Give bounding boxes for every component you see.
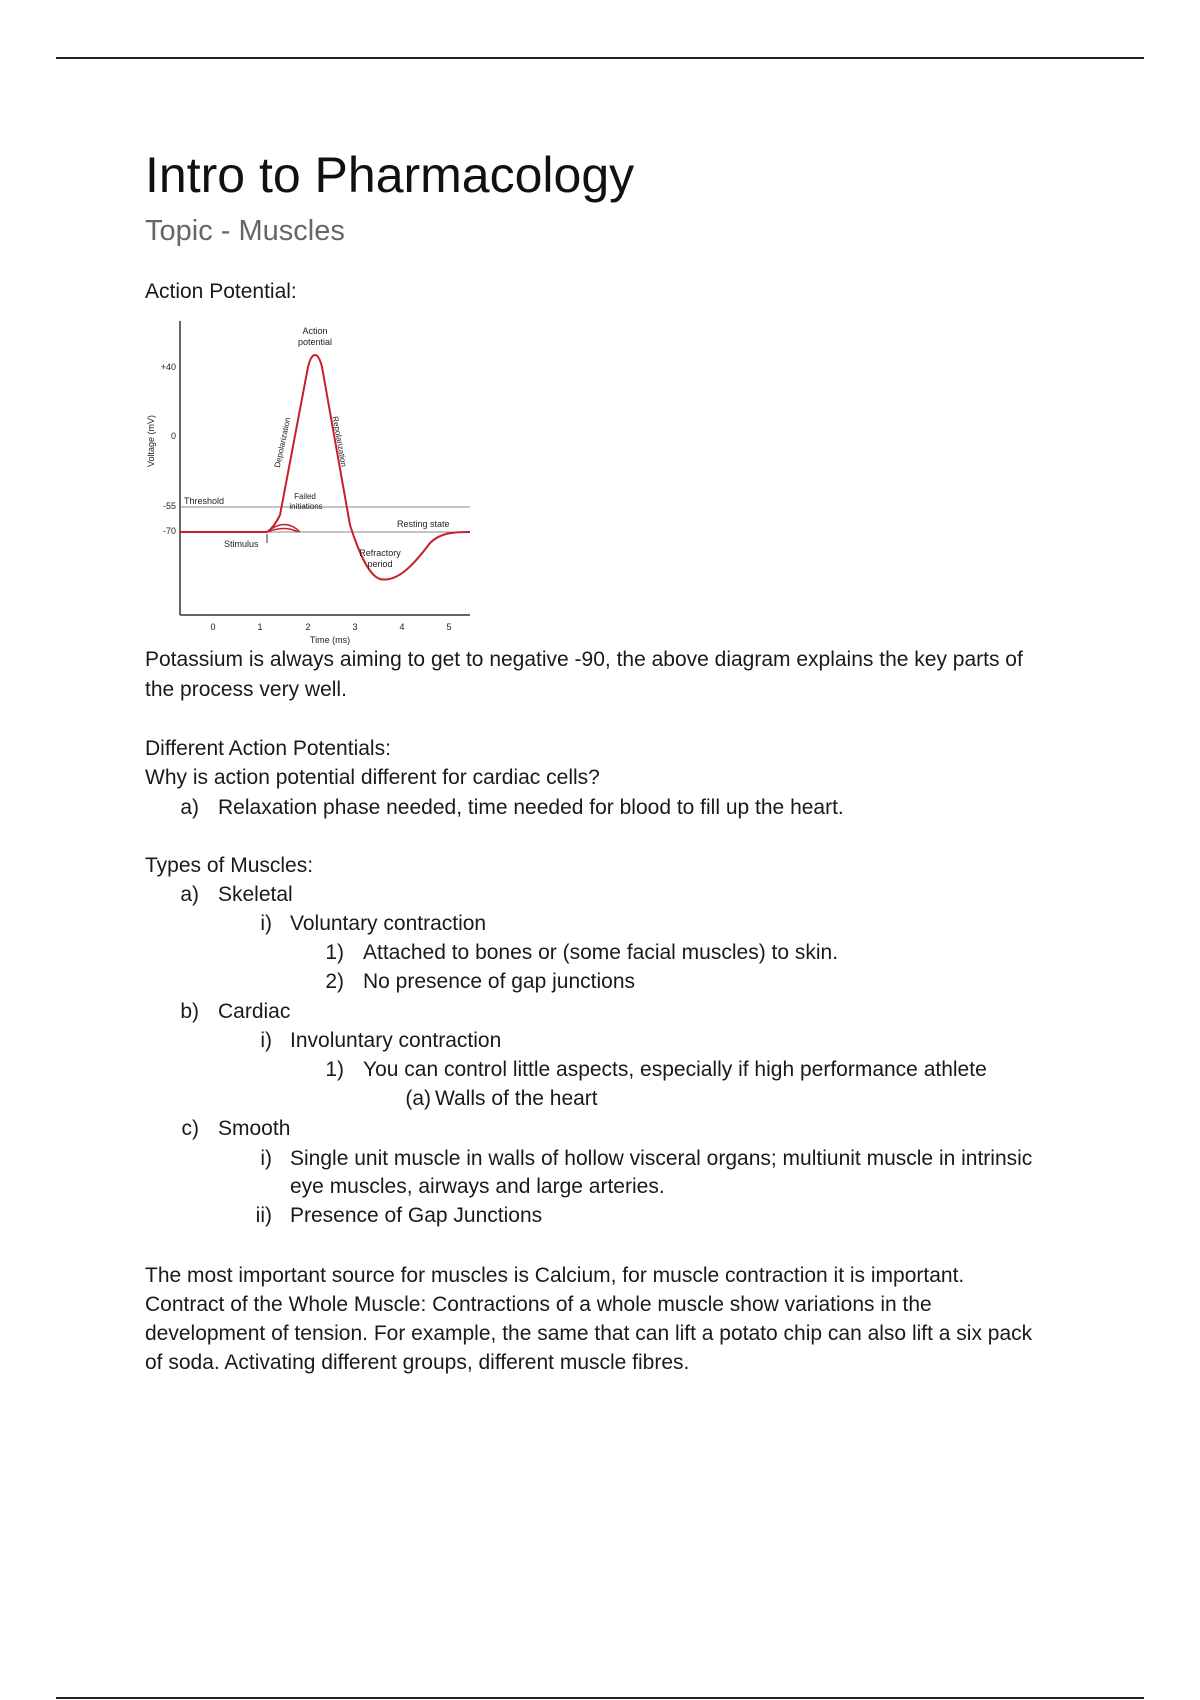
list-marker: a) bbox=[180, 883, 199, 906]
list-item-text: Relaxation phase needed, time needed for blood to fill up the heart. bbox=[218, 796, 844, 819]
action-potential-diagram bbox=[140, 315, 485, 645]
list-item-text: You can control little aspects, especially if high performance athlete bbox=[363, 1058, 987, 1081]
y-tick-label: 0 bbox=[170, 431, 176, 441]
list-item-text: Voluntary contraction bbox=[290, 912, 487, 935]
closing-line: development of tension. For example, the same that can lift a potato chip can also lift a six pack bbox=[145, 1322, 1033, 1345]
refractory-label: period bbox=[367, 559, 393, 569]
x-axis-label: Time (ms) bbox=[309, 635, 351, 645]
closing-line: Contract of the Whole Muscle: Contractions of a whole muscle show variations in the bbox=[145, 1293, 932, 1316]
list-item-text: Smooth bbox=[218, 1117, 291, 1140]
y-tick-label: +40 bbox=[160, 362, 176, 372]
list-marker: ii) bbox=[255, 1204, 272, 1227]
diagram-caption-line: the process very well. bbox=[145, 678, 347, 701]
page-subtitle: Topic - Muscles bbox=[145, 215, 345, 247]
list-item-text: Cardiac bbox=[218, 1000, 291, 1023]
list-item-text: Walls of the heart bbox=[435, 1087, 598, 1110]
list-item-text: Skeletal bbox=[218, 883, 293, 906]
list-marker: 2) bbox=[325, 970, 344, 993]
diagram-caption-line: Potassium is always aiming to get to negative -90, the above diagram explains the key parts of bbox=[145, 648, 1023, 671]
peak-label: Action bbox=[302, 326, 328, 336]
stimulus-label: Stimulus bbox=[224, 539, 259, 549]
list-item-text: Presence of Gap Junctions bbox=[290, 1204, 543, 1227]
y-axis-label: Voltage (mV) bbox=[146, 414, 156, 468]
closing-line: of soda. Activating different groups, different muscle fibres. bbox=[145, 1351, 690, 1374]
list-item-text: Single unit muscle in walls of hollow visceral organs; multiunit muscle in intrinsic bbox=[290, 1147, 1033, 1170]
list-marker: i) bbox=[260, 1029, 272, 1052]
failed-initiations-label: Failed bbox=[294, 492, 316, 501]
different-ap-question: Why is action potential different for cardiac cells? bbox=[145, 766, 600, 789]
list-item-text: No presence of gap junctions bbox=[363, 970, 636, 993]
list-item-text: eye muscles, airways and large arteries. bbox=[290, 1175, 665, 1198]
x-tick-label: 2 bbox=[305, 622, 311, 632]
failed-initiations-label: initiations bbox=[289, 502, 323, 511]
different-ap-heading: Different Action Potentials: bbox=[145, 737, 391, 760]
repolarization-label: Repolarization bbox=[330, 415, 349, 468]
list-marker: i) bbox=[260, 1147, 272, 1170]
list-marker: i) bbox=[260, 912, 272, 935]
list-marker: c) bbox=[181, 1117, 199, 1140]
list-item-text: Attached to bones or (some facial muscles) to skin. bbox=[363, 941, 839, 964]
y-tick-label: -55 bbox=[162, 501, 176, 511]
resting-state-label: Resting state bbox=[397, 519, 450, 529]
types-heading: Types of Muscles: bbox=[145, 854, 314, 877]
refractory-label: Refractory bbox=[359, 548, 401, 558]
depolarization-label: Depolarization bbox=[272, 416, 293, 469]
threshold-label: Threshold bbox=[184, 496, 225, 506]
peak-label: potential bbox=[297, 337, 333, 347]
footer-rule bbox=[56, 1697, 1144, 1699]
y-tick-label: -70 bbox=[162, 526, 176, 536]
list-item-text: Involuntary contraction bbox=[290, 1029, 502, 1052]
x-tick-label: 0 bbox=[210, 622, 216, 632]
list-marker: 1) bbox=[325, 941, 344, 964]
x-tick-label: 1 bbox=[257, 622, 263, 632]
closing-line: The most important source for muscles is Calcium, for muscle contraction it is important. bbox=[145, 1264, 965, 1287]
header-rule bbox=[56, 57, 1144, 59]
list-marker: a) bbox=[180, 796, 199, 819]
list-marker: (a) bbox=[405, 1087, 431, 1110]
action-potential-heading: Action Potential: bbox=[145, 280, 297, 303]
page-title: Intro to Pharmacology bbox=[145, 147, 635, 203]
x-tick-label: 3 bbox=[352, 622, 358, 632]
list-marker: 1) bbox=[325, 1058, 344, 1081]
x-tick-label: 5 bbox=[446, 622, 452, 632]
x-tick-label: 4 bbox=[399, 622, 405, 632]
list-marker: b) bbox=[180, 1000, 199, 1023]
